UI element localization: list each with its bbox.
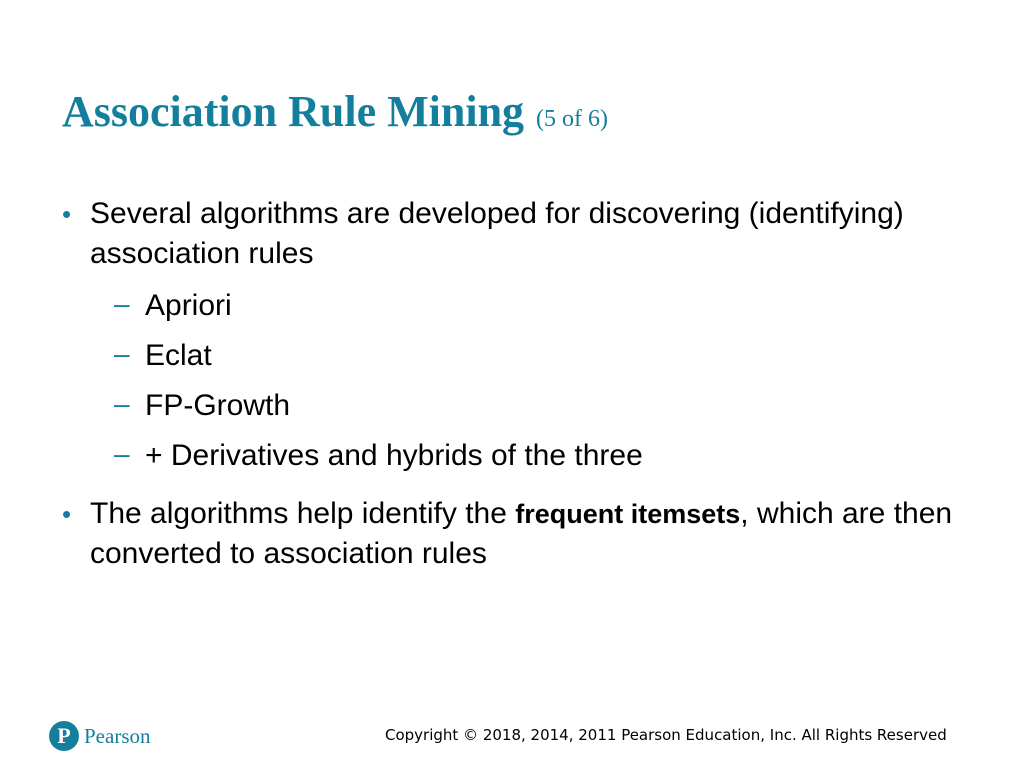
slide-content	[62, 194, 962, 574]
sub-list-marker: –	[114, 388, 130, 419]
sub-list-item-text: + Derivatives and hybrids of the three	[145, 439, 643, 472]
sub-list-item	[62, 386, 962, 426]
sub-list-item-text: Apriori	[145, 289, 232, 322]
pearson-logo-text: Pearson	[84, 723, 151, 748]
sub-list-item-text: FP-Growth	[145, 389, 291, 422]
slide-title-main: Association Rule Mining	[62, 87, 525, 136]
bullet-text: Several algorithms are developed for discovering (identifying) association rules	[90, 197, 904, 270]
pearson-logo	[49, 719, 151, 753]
bullet-text-before: The algorithms help identify the	[90, 497, 516, 530]
sub-list-item	[62, 436, 962, 476]
pearson-logo-icon: P	[49, 721, 79, 751]
sub-list	[62, 286, 962, 476]
sub-list-marker: –	[114, 288, 130, 319]
sub-list-item	[62, 336, 962, 376]
slide-title-subtitle: (5 of 6)	[536, 106, 609, 132]
bullet-text-after: , which are then converted to association rules	[90, 497, 953, 570]
bullet-text-bold: frequent itemsets	[515, 499, 741, 529]
bullet-item	[62, 494, 962, 574]
sub-list-marker: –	[114, 438, 130, 469]
slide-title	[62, 86, 608, 137]
bullet-text	[90, 497, 952, 570]
copyright-notice: Copyright © 2018, 2014, 2011 Pearson Education, Inc. All Rights Reserved	[385, 726, 947, 744]
sub-list-item	[62, 286, 962, 326]
bullet-marker: •	[62, 199, 72, 229]
bullet-marker: •	[62, 499, 72, 529]
sub-list-item-text: Eclat	[145, 339, 212, 372]
sub-list-marker: –	[114, 338, 130, 369]
bullet-item	[62, 194, 962, 274]
